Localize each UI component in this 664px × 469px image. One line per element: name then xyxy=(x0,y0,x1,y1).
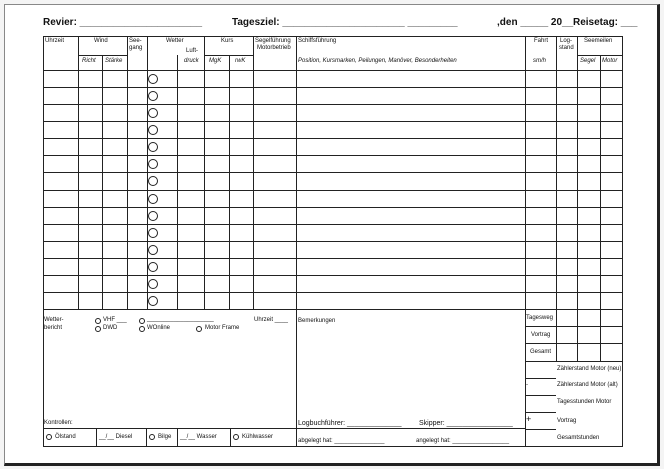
grid-line xyxy=(146,428,147,446)
col-smh: sm/h xyxy=(533,58,547,64)
grid-line xyxy=(43,190,622,191)
other-radio[interactable] xyxy=(139,318,145,324)
tagesstunden-label: Tagesstunden Motor xyxy=(557,399,612,405)
grid-line xyxy=(525,412,556,413)
grid-line xyxy=(43,224,622,225)
checks-label: Kontrollen: xyxy=(44,420,73,426)
weather-circle[interactable] xyxy=(148,159,158,169)
col-motor: Motor xyxy=(602,58,618,64)
col-luftdruck-2: druck xyxy=(184,58,199,64)
weather-label-1: Wetter- xyxy=(44,317,64,323)
grid-line xyxy=(525,378,556,379)
grid-line xyxy=(577,309,578,361)
grid-line xyxy=(229,55,230,309)
grid-line xyxy=(525,326,622,327)
grid-line xyxy=(43,155,622,156)
col-fahrt: Fahrt xyxy=(534,38,549,44)
uhrzeit-field[interactable]: Uhrzeit ____ xyxy=(254,317,289,323)
col-wind: Wind xyxy=(94,38,108,44)
grid-line xyxy=(43,309,622,310)
check-item: Kühlwasser xyxy=(242,434,274,440)
gesamt-label: Gesamt xyxy=(530,349,552,355)
grid-line xyxy=(556,309,557,361)
grid-line xyxy=(600,55,601,309)
col-seemeilen: Seemeilen xyxy=(584,38,613,44)
grid-line xyxy=(43,292,622,293)
col-logstand-2: stand xyxy=(559,45,574,51)
vortrag-label: Vortrag xyxy=(531,332,551,338)
skipper-field[interactable]: Skipper: _________________ xyxy=(419,420,513,427)
vhf-radio[interactable] xyxy=(95,318,101,324)
minus-sign: - xyxy=(526,382,528,388)
weather-circle[interactable] xyxy=(148,176,158,186)
col-wetter: Wetter xyxy=(166,38,184,44)
weather-circle[interactable] xyxy=(148,262,158,272)
check-radio[interactable] xyxy=(149,434,155,440)
col-motorbetrieb: Motorbetrieb xyxy=(257,45,291,51)
check-item: __/__ Diesel xyxy=(99,434,133,440)
grid-line xyxy=(177,55,178,309)
weather-circle[interactable] xyxy=(148,228,158,238)
weather-circle[interactable] xyxy=(148,125,158,135)
col-uhrzeit: Uhrzeit xyxy=(45,38,65,44)
check-radio[interactable] xyxy=(46,434,52,440)
online-radio[interactable] xyxy=(139,326,145,332)
col-logstand-1: Log- xyxy=(560,38,573,44)
motor-vortrag-label: Vortrag xyxy=(557,418,577,424)
grid-line xyxy=(43,70,622,71)
grid-line xyxy=(96,428,97,446)
grid-line xyxy=(43,241,622,242)
remarks-label: Bemerkungen xyxy=(298,318,336,324)
date-field[interactable]: ,den _____ 20__ xyxy=(497,17,574,28)
grid-line xyxy=(43,87,622,88)
motor-radio[interactable] xyxy=(196,326,202,332)
abgelegt-field[interactable]: abgelegt hat: _______________ xyxy=(298,438,385,444)
grid-line xyxy=(525,429,556,430)
tagesziel-field[interactable]: Tagesziel: ______________________ _________ xyxy=(232,17,458,28)
grid-line xyxy=(43,138,622,139)
weather-circle[interactable] xyxy=(148,245,158,255)
dwd-radio[interactable] xyxy=(95,326,101,332)
grid-line xyxy=(296,309,297,446)
weather-label-2: bericht xyxy=(44,325,63,331)
logbook-keeper-field[interactable]: Logbuchführer: ______________ xyxy=(298,420,402,427)
grid-line xyxy=(525,343,622,344)
col-segelfuehrung: Segelführung xyxy=(255,38,291,44)
check-item: Bilge xyxy=(158,434,172,440)
angelegt-field[interactable]: angelegt hat: _________________ xyxy=(416,438,510,444)
col-seegang-1: See- xyxy=(129,38,142,44)
motor-neu-label: Zählerstand Motor (neu) xyxy=(557,366,622,372)
weather-circle[interactable] xyxy=(148,211,158,221)
check-item: Ölstand xyxy=(55,434,76,440)
weather-circle[interactable] xyxy=(148,142,158,152)
grid-line xyxy=(43,275,622,276)
grid-line xyxy=(600,309,601,361)
check-radio[interactable] xyxy=(233,434,239,440)
col-seegang-2: gang xyxy=(129,45,143,51)
grid-line xyxy=(525,361,622,362)
weather-circle[interactable] xyxy=(148,296,158,306)
col-richt: Richt xyxy=(82,58,96,64)
col-rwk: rwK xyxy=(235,58,246,64)
weather-circle[interactable] xyxy=(148,74,158,84)
reisetag-field[interactable]: Reisetag: ___ xyxy=(573,17,638,28)
tagesweg-label: Tagesweg xyxy=(526,315,554,321)
col-kurs: Kurs xyxy=(221,38,234,44)
grid-line xyxy=(296,428,525,429)
plus-sign: + xyxy=(526,414,532,424)
check-item: __/__ Wasser xyxy=(180,434,217,440)
motor-label: Motor Frame xyxy=(205,325,240,331)
grid-line xyxy=(525,395,556,396)
weather-circle[interactable] xyxy=(148,91,158,101)
col-segel: Segel xyxy=(580,58,596,64)
col-schiffsfuehrung-sub: Position, Kursmarken, Peilungen, Manöver, Besonderheiten xyxy=(298,58,457,64)
online-label: WOnline xyxy=(147,325,171,331)
dwd-label: DWD xyxy=(103,325,118,331)
weather-circle[interactable] xyxy=(148,194,158,204)
col-luftdruck-1: Luft- xyxy=(186,48,199,54)
vhf-label: VHF ___ xyxy=(103,317,127,323)
motor-alt-label: Zählerstand Motor (alt) xyxy=(557,382,618,388)
other-field[interactable]: ____________________ xyxy=(147,316,214,322)
gesamtstunden-label: Gesamtstunden xyxy=(557,435,600,441)
grid-line xyxy=(43,121,622,122)
grid-line xyxy=(43,258,622,259)
grid-line xyxy=(43,172,622,173)
grid-line xyxy=(43,207,622,208)
weather-circle[interactable] xyxy=(148,279,158,289)
weather-circle[interactable] xyxy=(148,108,158,118)
col-schiffsfuehrung: Schiffsführung xyxy=(298,38,337,44)
grid-line xyxy=(43,104,622,105)
revier-field[interactable]: Revier: ______________________ xyxy=(43,17,203,28)
col-staerke: Stärke xyxy=(105,58,123,64)
grid-line xyxy=(230,428,231,446)
grid-line xyxy=(177,428,178,446)
grid-line xyxy=(102,55,103,309)
grid-line xyxy=(43,428,296,429)
col-mgk: MgK xyxy=(209,58,222,64)
grid-line xyxy=(525,361,526,446)
